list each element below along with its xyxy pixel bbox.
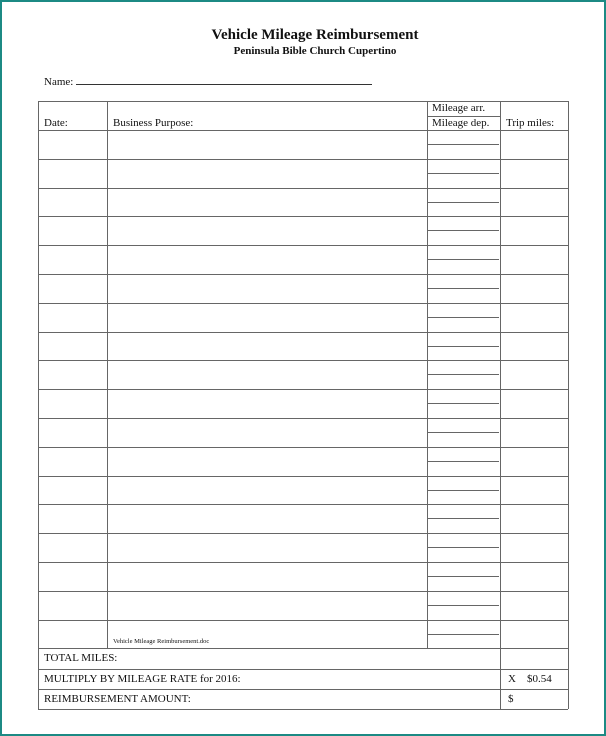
document-filename-note: Vehicle Mileage Reimbursement.doc	[113, 638, 210, 646]
date-cell[interactable]	[38, 562, 107, 591]
col-trip-miles-header: Trip miles:	[506, 117, 555, 129]
purpose-cell[interactable]	[107, 504, 427, 533]
name-label: Name:	[44, 76, 74, 88]
total-miles-label: TOTAL MILES:	[44, 652, 118, 665]
col-mileage-arr-header: Mileage arr.	[432, 102, 486, 114]
trip-miles-cell[interactable]	[500, 130, 568, 159]
form-subtitle: Peninsula Bible Church Cupertino	[233, 45, 397, 57]
purpose-cell[interactable]	[107, 245, 427, 274]
mileage-cell[interactable]	[427, 418, 500, 447]
trip-miles-cell[interactable]	[500, 389, 568, 418]
mileage-cell[interactable]	[427, 620, 500, 649]
purpose-cell[interactable]	[107, 332, 427, 361]
purpose-cell[interactable]	[107, 562, 427, 591]
trip-miles-cell[interactable]	[500, 332, 568, 361]
mileage-cell[interactable]	[427, 159, 500, 188]
trip-miles-cell[interactable]	[500, 303, 568, 332]
mileage-rate-value: $0.54	[527, 672, 552, 685]
reimbursement-dollar-sign: $	[508, 692, 514, 705]
trip-miles-cell[interactable]	[500, 533, 568, 562]
purpose-cell[interactable]	[107, 591, 427, 620]
purpose-cell[interactable]	[107, 360, 427, 389]
mileage-cell[interactable]	[427, 130, 500, 159]
date-cell[interactable]	[38, 476, 107, 505]
date-cell[interactable]	[38, 447, 107, 476]
date-cell[interactable]	[38, 591, 107, 620]
purpose-cell[interactable]	[107, 476, 427, 505]
trip-miles-cell[interactable]	[500, 188, 568, 217]
purpose-cell[interactable]	[107, 533, 427, 562]
mileage-cell[interactable]	[427, 216, 500, 245]
mileage-cell[interactable]	[427, 245, 500, 274]
mileage-cell[interactable]	[427, 562, 500, 591]
trip-miles-cell[interactable]	[500, 159, 568, 188]
trip-miles-cell[interactable]	[500, 562, 568, 591]
purpose-cell[interactable]	[107, 274, 427, 303]
date-cell[interactable]	[38, 274, 107, 303]
purpose-cell[interactable]	[107, 130, 427, 159]
col-date-header: Date:	[44, 117, 68, 129]
mileage-cell[interactable]	[427, 591, 500, 620]
date-cell[interactable]	[38, 389, 107, 418]
name-blank-line[interactable]	[76, 74, 372, 85]
date-cell[interactable]	[38, 159, 107, 188]
mileage-cell[interactable]	[427, 389, 500, 418]
trip-miles-cell[interactable]	[500, 418, 568, 447]
col-mileage-dep-header: Mileage dep.	[432, 117, 490, 129]
trip-miles-cell[interactable]	[500, 591, 568, 620]
date-cell[interactable]	[38, 188, 107, 217]
trip-miles-cell[interactable]	[500, 504, 568, 533]
purpose-cell[interactable]	[107, 418, 427, 447]
name-field[interactable]	[44, 74, 372, 88]
date-cell[interactable]	[38, 332, 107, 361]
purpose-cell[interactable]	[107, 216, 427, 245]
summary-row-line	[38, 689, 568, 690]
mileage-rate-label: MULTIPLY BY MILEAGE RATE for 2016:	[44, 672, 241, 685]
mileage-cell[interactable]	[427, 360, 500, 389]
date-cell[interactable]	[38, 620, 107, 649]
date-cell[interactable]	[38, 504, 107, 533]
trip-miles-cell[interactable]	[500, 245, 568, 274]
date-cell[interactable]	[38, 303, 107, 332]
mileage-cell[interactable]	[427, 533, 500, 562]
trip-miles-cell[interactable]	[500, 476, 568, 505]
mileage-cell[interactable]	[427, 504, 500, 533]
date-cell[interactable]	[38, 130, 107, 159]
summary-row-line	[38, 669, 568, 670]
col-purpose-header: Business Purpose:	[113, 117, 194, 129]
trip-miles-cell[interactable]	[500, 620, 568, 649]
purpose-cell[interactable]	[107, 159, 427, 188]
mileage-cell[interactable]	[427, 447, 500, 476]
date-cell[interactable]	[38, 216, 107, 245]
trip-miles-cell[interactable]	[500, 447, 568, 476]
mileage-cell[interactable]	[427, 332, 500, 361]
purpose-cell[interactable]	[107, 389, 427, 418]
table-bottom-border	[38, 709, 568, 710]
mileage-cell[interactable]	[427, 188, 500, 217]
table-right-border	[568, 101, 569, 709]
rate-multiplier-symbol: X	[508, 672, 516, 685]
mileage-cell[interactable]	[427, 476, 500, 505]
date-cell[interactable]	[38, 360, 107, 389]
date-cell[interactable]	[38, 418, 107, 447]
purpose-cell[interactable]	[107, 447, 427, 476]
trip-miles-cell[interactable]	[500, 360, 568, 389]
purpose-cell[interactable]	[107, 188, 427, 217]
trip-miles-cell[interactable]	[500, 274, 568, 303]
summary-top-line	[38, 648, 568, 649]
trip-miles-cell[interactable]	[500, 216, 568, 245]
reimbursement-amount-label: REIMBURSEMENT AMOUNT:	[44, 692, 191, 705]
date-cell[interactable]	[38, 533, 107, 562]
mileage-cell[interactable]	[427, 303, 500, 332]
date-cell[interactable]	[38, 245, 107, 274]
form-title: Vehicle Mileage Reimbursement	[211, 27, 419, 43]
table-top-border	[38, 101, 568, 102]
purpose-cell[interactable]	[107, 303, 427, 332]
mileage-cell[interactable]	[427, 274, 500, 303]
